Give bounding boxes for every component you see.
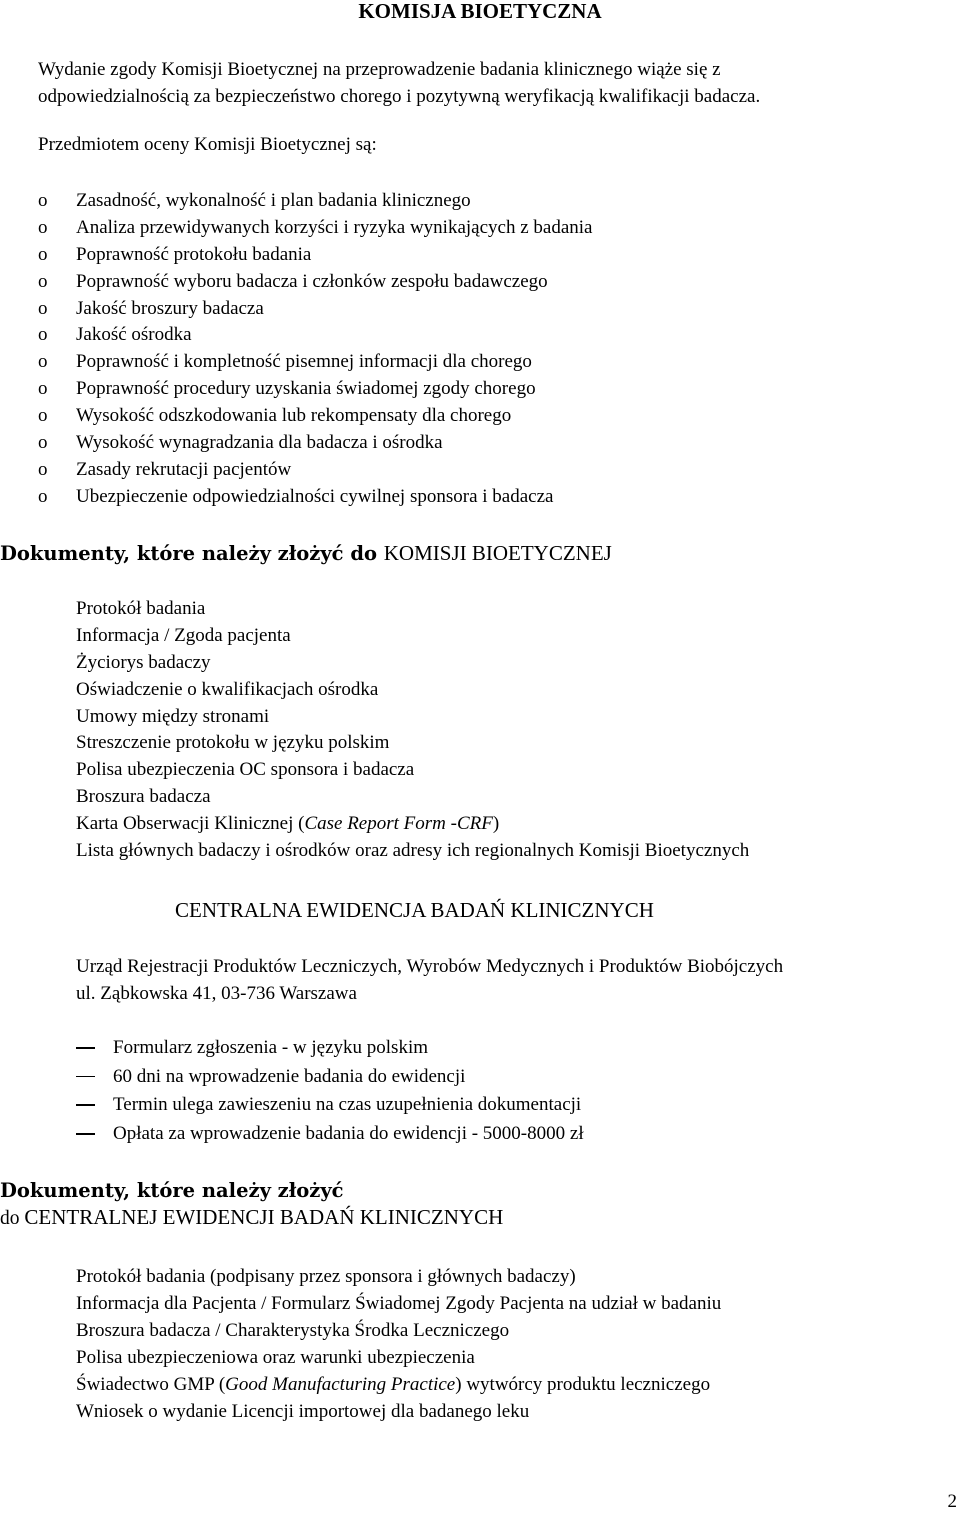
- list-item: Życiorys badaczy: [76, 651, 211, 673]
- bullet-marker: o: [38, 351, 48, 373]
- list-item: Protokół badania: [76, 598, 206, 619]
- list-item: Polisa ubezpieczenia OC sponsora i badacza: [76, 759, 415, 781]
- list-item: Informacja / Zgoda pacjenta: [76, 624, 291, 646]
- list-item: Umowy między stronami: [76, 705, 270, 727]
- bioethics-documents-list: [76, 596, 749, 865]
- bullet-marker: o: [38, 270, 48, 292]
- office-street: ul. Ząbkowska 41, 03-736 Warszawa: [76, 983, 357, 1004]
- dash-bullet: [76, 1076, 95, 1078]
- list-item: Wniosek o wydanie Licencji importowej dla badanego leku: [76, 1401, 530, 1422]
- list-item: Protokół badania (podpisany przez sponsora i głównych badaczy): [76, 1266, 576, 1287]
- page-title: KOMISJA BIOETYCZNA: [358, 0, 602, 23]
- list-item: Karta Obserwacji Klinicznej (Case Report Form -CRF): [76, 813, 500, 835]
- list-item: Informacja dla Pacjenta / Formularz Świadomej Zgody Pacjenta na udział w badaniu: [76, 1293, 722, 1314]
- intro-line-2: odpowiedzialnością za bezpieczeństwo chorego i pozytywną weryfikacją kwalifikacji badacza.: [38, 86, 761, 107]
- office-address: [76, 953, 956, 1007]
- office-name: Urząd Rejestracji Produktów Leczniczych, Wyrobów Medycznych i Produktów Biobójczych: [76, 956, 784, 977]
- evaluation-subjects-title: Przedmiotem oceny Komisji Bioetycznej są:: [38, 134, 377, 155]
- bullet-marker: o: [38, 405, 48, 427]
- list-item: Lista głównych badaczy i ośrodków oraz adresy ich regionalnych Komisji Bioetycznych: [76, 840, 750, 862]
- bullet-marker: o: [38, 243, 48, 265]
- bullet-marker: o: [38, 297, 48, 319]
- list-item: Streszczenie protokołu w języku polskim: [76, 732, 390, 754]
- list-item: Polisa ubezpieczeniowa oraz warunki ubezpieczenia: [76, 1347, 475, 1368]
- intro-paragraph: [38, 56, 938, 110]
- list-item: Świadectwo GMP (Good Manufacturing Practice) wytwórcy produktu leczniczego: [76, 1374, 711, 1395]
- page-number: 2: [947, 1491, 957, 1512]
- documents-heading-line-1: Dokumenty, które należy złożyć: [0, 1179, 344, 1202]
- list-item: Oświadczenie o kwalifikacjach ośrodka: [76, 678, 379, 700]
- documents-heading-central: [0, 1177, 503, 1232]
- bullet-marker: o: [38, 216, 48, 238]
- documents-heading-line-2: do CENTRALNEJ EWIDENCJI BADAŃ KLINICZNYCH: [0, 1205, 504, 1229]
- bullet-marker: o: [38, 190, 48, 211]
- documents-heading-bioethics: Dokumenty, które należy złożyć do KOMISJI BIOETYCZNEJ: [0, 541, 612, 565]
- bullet-marker: o: [38, 458, 48, 480]
- bullet-marker: o: [38, 432, 48, 454]
- list-item: Broszura badacza / Charakterystyka Środka Leczniczego: [76, 1320, 510, 1341]
- list-item: Broszura badacza: [76, 786, 211, 808]
- central-documents-list: [76, 1263, 721, 1425]
- bullet-marker: o: [38, 485, 48, 507]
- bullet-marker: o: [38, 324, 48, 346]
- bullet-marker: o: [38, 378, 48, 400]
- dash-bullet: [76, 1047, 95, 1049]
- central-registry-title: CENTRALNA EWIDENCJA BADAŃ KLINICZNYCH: [175, 898, 654, 922]
- dash-bullet: [76, 1133, 95, 1135]
- intro-line-1: Wydanie zgody Komisji Bioetycznej na przeprowadzenie badania klinicznego wiąże się z: [38, 59, 721, 80]
- dash-bullet: [76, 1104, 95, 1106]
